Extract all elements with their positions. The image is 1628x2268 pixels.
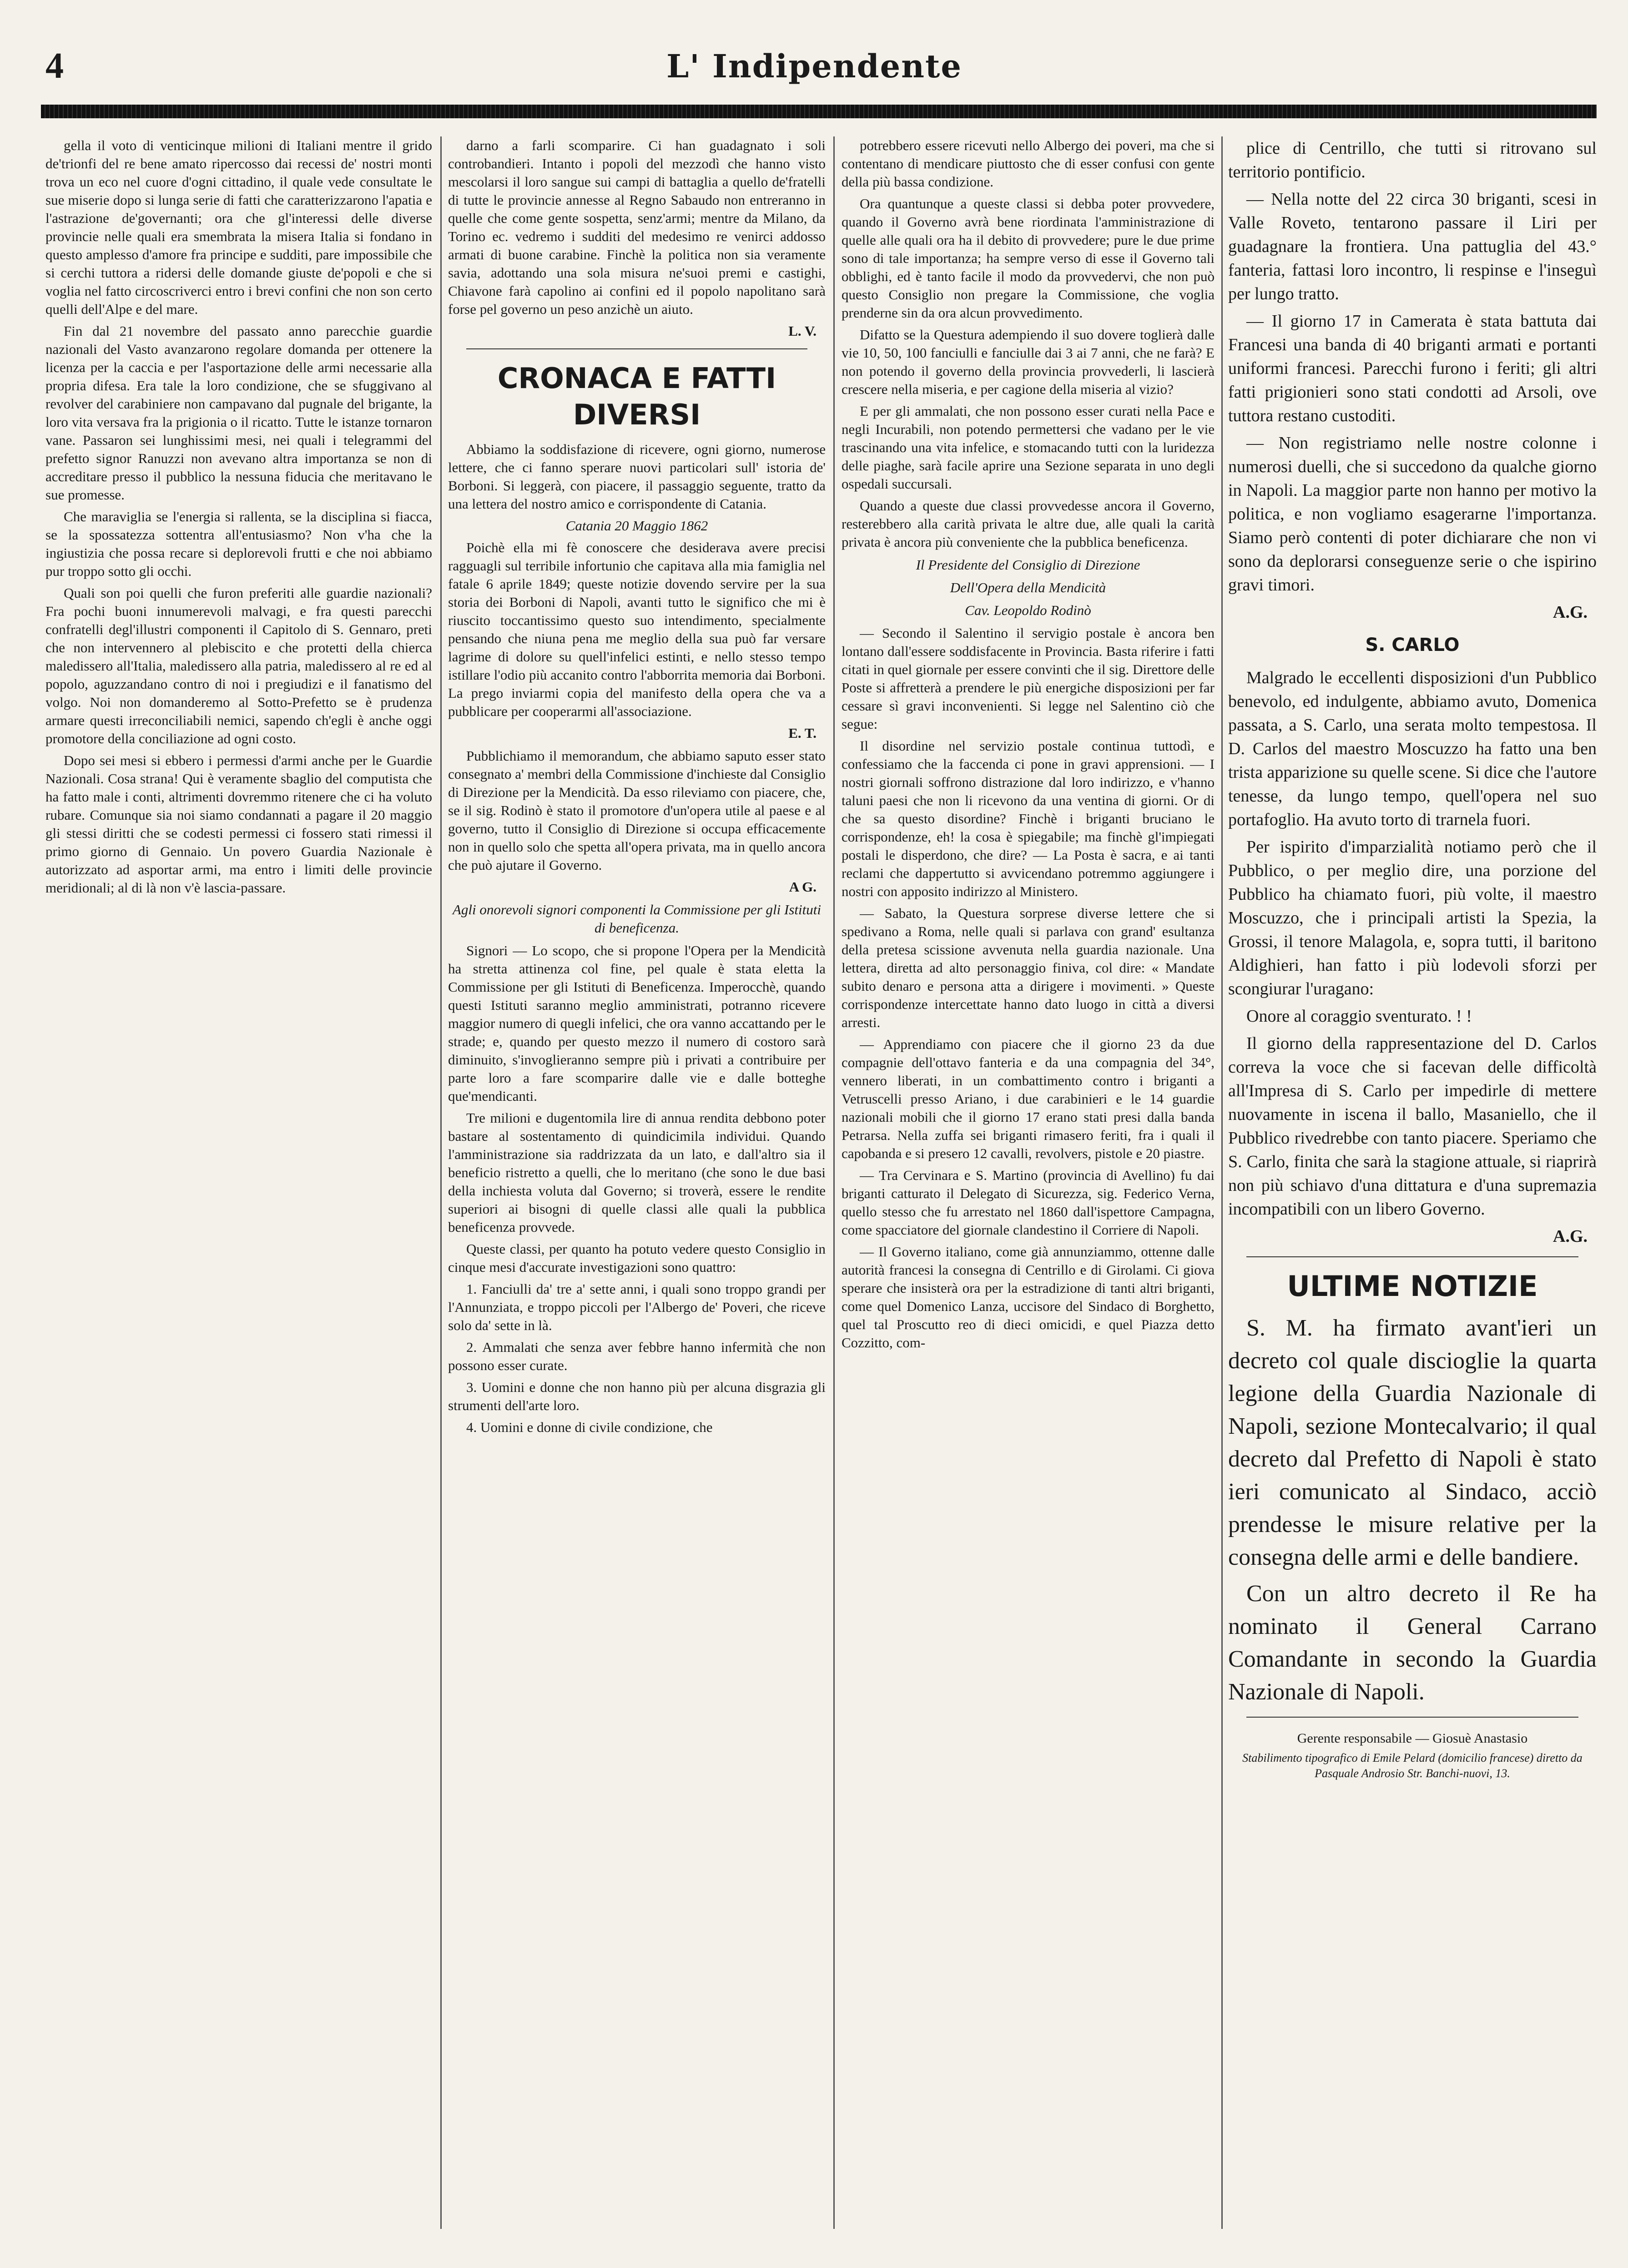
article-paragraph: — Il giorno 17 in Camerata è stata battuta dai Francesi una banda di 40 briganti armati e portanti uniformi francesi. Parecchi furono i feriti; gli altri fatti prigionieri sono stati condotti ad Arsoli, ove tuttora restano custoditi. — [1228, 312, 1597, 425]
masthead-rule — [41, 105, 1597, 118]
article-paragraph: — Il Governo italiano, come già annunziammo, ottenne dalle autorità francesi la consegna di Centrillo e di Girolami. Ci giova sperare che insisterà ora per la estradizione di tanti altri briganti, come quel Domenico Lanza, uccisore del Sindaco di Borghetto, quel tal Proscutto reo di dieci omicidi, e quel Piazza detto Cozzitto, com- — [842, 1244, 1215, 1351]
article-paragraph: gella il voto di venticinque milioni di Italiani mentre il grido de'trionfi del re bene amato ripercosso dai recessi de' nostri monti trova un eco nel cuore d'ogni cittadino, il quale vede consultate le sue miserie dopo si lunga serie di fatti che caratterizzarono l'apatia e l'astrazione de'governanti; ora che gl'interessi delle diverse provincie nelle quali era smembrata la misera Italia si fondano in questo amplesso d'amore fra principe e sudditi, pare impossibile che si cerchi tuttora a ridersi delle domande giuste de'popoli e che si voglia nel fatto circoscriverci entro i brevi confini che non son certo quelli dell'Alpe e del mare. — [45, 137, 432, 317]
article-signature: A.G. — [1553, 1227, 1588, 1246]
article-paragraph: plice di Centrillo, che tutti si ritrovano sul territorio pontificio. — [1228, 139, 1597, 181]
article-paragraph: Per ispirito d'imparzialità notiamo però che il Pubblico, o per meglio dire, una porzione del Pubblico ha chiamato fuori, più volte, il maestro Moscuzzo, che i principali artisti la Spezia, la Grossi, il tenore Malagola, e, sopra tutti, il baritono Aldighieri, han fatto i più lodevoli sforzi per scongiurar l'uragano: — [1228, 837, 1597, 998]
responsible-manager: Gerente responsabile — Giosuè Anastasio — [1297, 1731, 1528, 1746]
article-paragraph: — Sabato, la Questura sorprese diverse lettere che si spedivano a Roma, nelle quali si parlava con grand' esultanza della pretesa scissione avvenuta nella guardia nazionale. Una lettera, diretta ad alto personaggio finiva, col dire: « Mandate subito denaro e persona atta a dirigere i movimenti. » Queste corrispondenze intercettate hanno dato luogo in città a diversi arresti. — [842, 905, 1215, 1030]
column-separator — [440, 136, 442, 2229]
article-paragraph: Che maraviglia se l'energia si rallenta, se la disciplina si fiacca, se la spossatezza sottentra all'entusiasmo? Non v'ha che la ingiustizia che possa recare si deplorevoli frutti e che noi abbiamo pur troppo sotto gli occhi. — [45, 509, 432, 579]
article-paragraph: — Nella notte del 22 circa 30 briganti, scesi in Valle Roveto, tentarono passare il Liri per guadagnare la frontiera. Una pattuglia del 43.° fanteria, fattasi loro incontro, li respinse e l'inseguì per lungo tratto. — [1228, 190, 1597, 303]
list-item: 1. Fanciulli da' tre a' sette anni, i quali sono troppo grandi per l'Annunziata, e troppo piccoli per l'Albergo de' Poveri, che riceve solo da' sette in là. — [448, 1281, 826, 1333]
article-paragraph: — Apprendiamo con piacere che il giorno 23 da due compagnie dell'ottavo fanteria e da una compagnia del 34°, vennero liberati, in un combattimento contro i briganti a Vetruscelli presso Ariano, i due carabinieri e le 14 guardie nazionali mobili che il giorno 17 erano stati presi dalla banda Petrarsa. Nella zuffa sei briganti rimasero feriti, fra i quali il capobanda e si presero 12 cavalli, revolvers, pistole e 20 piastre. — [842, 1036, 1215, 1161]
article-paragraph: Poichè ella mi fè conoscere che desiderava avere precisi ragguagli sul terribile infortunio che capitava alla mia famiglia nel fatale 6 aprile 1849; queste notizie dovendo servire per la sua storia dei Borboni di Napoli, avanti tutto le significo che mi è riuscito toccantissimo questo suo intendimento, specialmente pensando che niuna pena me meglio della sua può far versare lagrime di dolore su quell'infelici estinti, e nello stesso tempo istillare l'odio più accanito contro l'abborrita memoria dai Borboni. La prego inviarmi copia del manifesto della opera che va a pubblicare per cooperarmi all'associazione. — [448, 539, 826, 719]
article-paragraph: — Non registriamo nelle nostre colonne i numerosi duelli, che si succedono da qualche giorno in Napoli. La maggior parte non hanno per motivo la politica, e non vogliamo esagerarne l'importanza. Siamo però contenti di poter dichiarare che non vi sono da deplorarsi conseguenze serie o che ispirino gravi timori. — [1228, 433, 1597, 595]
section-heading-ultime-notizie: ULTIME NOTIZIE — [1287, 1270, 1538, 1303]
column-3 — [842, 136, 1215, 2229]
divider — [466, 348, 807, 349]
article-paragraph: Queste classi, per quanto ha potuto vedere questo Consiglio in cinque mesi d'accurate investigazioni sono quattro: — [448, 1241, 826, 1275]
article-signature: A G. — [789, 879, 817, 895]
article-paragraph: Dopo sei mesi si ebbero i permessi d'armi anche per le Guardie Nazionali. Cosa strana! Qui è veramente sbaglio del computista che ha fatto male i conti, altrimenti dovremmo ritenere che ci ha voluto rubare. Comunque sia noi siamo condannati a pagare il 20 maggio gli stessi diritti che se codesti permessi ci fossero stati rimessi il primo giorno di Gennaio. Un povero Guardia Nazionale è autorizzato ad asportar armi, ma entro i limiti delle provincie meridionali; al di là non v'è lascia-passare. — [45, 752, 432, 896]
article-signature: L. V. — [788, 323, 817, 339]
list-item: 4. Uomini e donne di civile condizione, che — [466, 1419, 713, 1435]
news-paragraph: S. M. ha firmato avant'ieri un decreto col quale discioglie la quarta legione della Guardia Nazionale di Napoli, sezione Montecalvario; il qual decreto dal Prefetto di Napoli è stato ieri comunicato al Sindaco, acciò prendesse le misure relative per la consegna delle armi e delle bandiere. — [1228, 1315, 1597, 1570]
article-paragraph: Tre milioni e dugentomila lire di annua rendita debbono poter bastare al sostentamento di quindicimila individui. Quando l'amministrazione sia raddrizzata da un lato, e dall'altro sia il beneficio ristretto a quelli, che lo meritano (che sono le due basi della inchiesta voluta dal Governo; si troverà, essere le rendite superiori ai bisogni di quelle classi alle quali la pubblica beneficenza provvede. — [448, 1110, 826, 1235]
dateline: Catania 20 Maggio 1862 — [565, 518, 708, 534]
signatory-role: Dell'Opera della Mendicità — [950, 580, 1106, 595]
article-paragraph: — Tra Cervinara e S. Martino (provincia di Avellino) fu dai briganti catturato il Delegato di Sicurezza, sig. Federico Verna, quello stesso che fu arrestato nel 1860 dall'ispettore Campagna, come spacciatore del giornale clandestino il Corriere di Napoli. — [842, 1167, 1215, 1238]
article-paragraph: Quali son poi quelli che furon preferiti alle guardie nazionali? Fra pochi buoni innumerevoli malvagi, e fra questi parecchi confratelli degl'illustri componenti il Capitolo di S. Gennaro, preti che non intervennero al plebiscito e che protetti della chierca maledissero all'Italia, maledissero alla patria, maledissero al re ed al popolo, aguzzandano contro di noi i pregiudizi e il fanatismo del volgo. Noi non domanderemo al Sotto-Prefetto se è prudenza armare questi irreconciliabili nemici, sapendo ch'egli è anche oggi promotore della conciliazione ad ogni costo. — [45, 585, 432, 746]
list-item: 2. Ammalati che senza aver febbre hanno infermità che non possono esser curate. — [448, 1339, 826, 1373]
article-paragraph: Malgrado le eccellenti disposizioni d'un Pubblico benevolo, ed indulgente, abbiamo avuto, Domenica passata, a S. Carlo, una serata molto tempestosa. Il D. Carlos del maestro Moscuzzo ha fatto una ben trista apparizione su quelle scene. Si dice che l'autore tenesse, da lungo tempo, quell'opera nel suo portafoglio. Ha avuto torto di trarnela fuori. — [1228, 668, 1597, 829]
article-paragraph: Onore al coraggio sventurato. ! ! — [1246, 1007, 1472, 1026]
divider — [1246, 1256, 1578, 1257]
article-paragraph: Fin dal 21 novembre del passato anno parecchie guardie nazionali del Vasto avanzarono regolare domanda per ottenere la licenza per la caccia e per l'asportazione delle armi necessarie alla propria difesa. Era tale la loro condizione, che se sfuggivano al revolver del carabiniere non campavano dal pugnale del brigante, la loro vita versava fra la prigionia o il ricatto. Tutte le istanze tornaron vane. Passaron sei lunghissimi mesi, nei quali i telegrammi del prefetto signor Ranuzzi non avevano altra importanza se non di accreditare presso il pubblico la nessuna fiducia che meritavano le sue promesse. — [45, 323, 432, 503]
article-paragraph: — Secondo il Salentino il servigio postale è ancora ben lontano dall'essere soddisfacente in Provincia. Basta riferire i fatti citati in quel giornale per essere convinti che il sig. Direttore delle Poste si affretterà a prendere le più energiche disposizioni per far cessare sì gravi inconvenienti. Si legge nel Salentino ciò che segue: — [842, 625, 1215, 732]
article-paragraph: Abbiamo la soddisfazione di ricevere, ogni giorno, numerose lettere, che ci fanno sperare nuovi particolari sull' istoria de' Borboni. Si leggerà, con piacere, il passaggio seguente, tratto da una lettera del nostro amico e corrispondente di Catania. — [448, 441, 826, 512]
section-heading-cronaca: CRONACA E FATTI DIVERSI — [497, 362, 776, 431]
column-4 — [1228, 136, 1597, 2229]
signatory-role: Il Presidente del Consiglio di Direzione — [916, 557, 1140, 573]
article-signature: A.G. — [1553, 603, 1588, 622]
masthead — [41, 41, 1588, 96]
article-paragraph: darno a farli scomparire. Ci han guadagnato i soli controbandieri. Intanto i popoli del mezzodì che hanno visto mescolarsi il loro sangue sui campi di battaglia a quello de'fratelli di tutte le provincie annesse al Regno Sabaudo non entreranno in quelle che come gente sospetta, senz'armi; mentre da Milano, da Torino ec. vedremo i sudditi del medesimo re venirci addosso armati di buone carabine. Finchè la politica non sia veramente savia, adottando una sola misura ne'suoi premi e castighi, Chiavone farà capolino ai confini ed il popolo napolitano sarà forse pel governo un peso anzichè un aiuto. — [448, 137, 826, 317]
page-number: 4 — [45, 46, 64, 86]
address-line: Agli onorevoli signori componenti la Commissione per gli Istituti di beneficenza. — [453, 902, 821, 936]
column-1 — [45, 136, 432, 2229]
list-item: 3. Uomini e donne che non hanno più per alcuna disgrazia gli strumenti dell'arte loro. — [448, 1379, 826, 1413]
article-paragraph: Difatto se la Questura adempiendo il suo dovere toglierà dalle vie 10, 50, 100 fanciulli e fanciulle dai 3 ai 7 anni, che ne farà? E non potendo il governo della provincia provvederli, li lascierà crescere nella miseria, e per cagione della miseria al vizio? — [842, 327, 1215, 397]
signatory-name: Cav. Leopoldo Rodinò — [965, 602, 1091, 618]
article-paragraph: Pubblichiamo il memorandum, che abbiamo saputo esser stato consegnato a' membri della Commissione d'inchieste dal Consiglio di Direzione per la Mendicità. Da esso rileviamo con piacere, che, se il sig. Rodinò è stato il promotore d'un'opera utile al paese e al governo, tutto il Consiglio di Direzione si occupa efficacemente non in quello solo che spetta all'opera privata, ma in quello ancora che può ajutare il Governo. — [448, 748, 826, 873]
article-paragraph: Quando a queste due classi provvedesse ancora il Governo, resterebbero alla carità privata le altre due, alle quali la carità privata è ancora più conveniente che la pubblica beneficenza. — [842, 498, 1215, 550]
newspaper-title: L' Indipendente — [666, 47, 962, 85]
article-paragraph: E per gli ammalati, che non possono esser curati nella Pace e negli Incurabili, non potendo permettersi che vadano per le vie trascinando una vita infelice, e stomacando tutti con la luridezza delle piaghe, sarà facile aprire una Sezione separata in uno degli ospedali succursali. — [842, 403, 1215, 492]
column-separator — [1221, 136, 1223, 2229]
article-signature: E. T. — [788, 725, 817, 741]
article-paragraph: Ora quantunque a queste classi si debba poter provvedere, quando il Governo avrà bene riordinata l'amministrazione di quelle alle quali ora ha il debito di provvedere; pure le due prime sono di tale importanza; ha sempre verso di esse il Governo tali obblighi, ed è tanto facile il modo da provvedervi, che non può questo Consiglio non pregare la Commissione, che voglia prenderne sin da ora alcun provvedimento. — [842, 196, 1215, 321]
printer-imprint: Stabilimento tipografico di Emile Pelard (domicilio francese) diretto da Pasquale Androsio Str. Banchi-nuovi, 13. — [1242, 1751, 1583, 1780]
news-paragraph: Con un altro decreto il Re ha nominato il General Carrano Comandante in secondo la Guardia Nazionale di Napoli. — [1228, 1581, 1597, 1705]
article-paragraph: Il giorno della rappresentazione del D. Carlos correva la voce che si facevan delle difficoltà all'Impresa di S. Carlo per impedirle di mettere nuovamente in iscena il ballo, Masaniello, che il Pubblico rivedrebbe con tanto piacere. Speriamo che S. Carlo, finita che sarà la stagione attuale, si riaprirà non più schiavo d'una dittatura e d'una supremazia incompatibili con un libero Governo. — [1228, 1034, 1597, 1219]
column-separator — [833, 136, 835, 2229]
article-paragraph: Signori — Lo scopo, che si propone l'Opera per la Mendicità ha stretta attinenza col fine, pel quale è stata eletta la Commissione per gli Istituti di Beneficenza. Imperocchè, quando questi Istituti saranno meglio amministrati, potranno ricevere maggior numero di quegli infelici, che ora vanno accattando per le strade; e, quando per questo mezzo il numero di costoro sarà diminuito, s'invoglieranno sempre più i privati a contribuire per parte loro a fare scomparire dalle vie e dalle botteghe que'mendicanti. — [448, 942, 826, 1104]
article-paragraph: Il disordine nel servizio postale continua tuttodì, e confessiamo che la faccenda ci pone in gravi apprensioni. — I nostri giornali soffrono distrazione dal loro indirizzo, e v'hanno taluni paesi che non li ricevono da una ventina di giorni. Or di che sa questo disordine? Finchè i briganti bruciano le corrispondenze, eh! la cosa è spiegabile; ma finchè gl'impiegati postali le disperdono, che dire? — La Posta è sacra, e ai tanti reclami che dappertutto si avvicendano potremmo aggiungere i nostri con apposito indirizzo al Ministero. — [842, 738, 1215, 899]
section-heading-theatre: S. CARLO — [1365, 635, 1460, 655]
article-paragraph: potrebbero essere ricevuti nello Albergo dei poveri, ma che si contentano di mendicare piuttosto che di esser confusi con gente della più bassa condizione. — [842, 137, 1215, 190]
column-2 — [448, 136, 826, 2229]
divider — [1246, 1717, 1578, 1718]
